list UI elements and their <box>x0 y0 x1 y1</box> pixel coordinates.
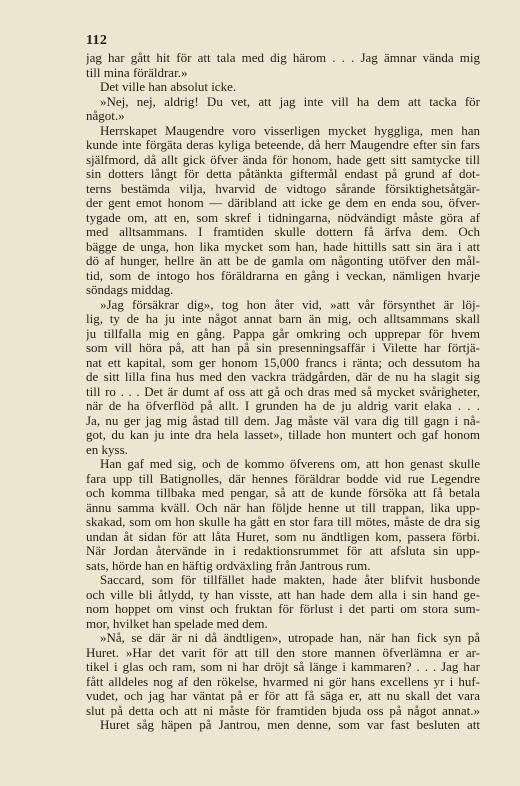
text-line: skakad, som om hon skulle ha gått en stor fara till mötes, måste de dra sig <box>86 515 480 529</box>
text-line: sats, hörde han en häftig ordväxling från Jantrous rum. <box>86 558 371 573</box>
text-line: de sitt lilla fina hus med den vackra trädgården, där de nu ha slagit sig <box>86 370 480 384</box>
text-line: »Nå, se där är ni då ändtligen», utropade han, när han fick syn på <box>100 631 480 645</box>
text-line: »Nej, nej, aldrig! Du vet, att jag inte vill ha dem att tacka för <box>100 94 480 109</box>
text-line: nom hoppet om vinst och fruktan för förlust i det parti om stora sum- <box>86 602 480 616</box>
body-text <box>86 51 480 733</box>
text-line: Huret. »Har det varit för att till den store mannen öfverlämna er ar- <box>86 645 480 660</box>
text-line: och ville bli åtlydd, ty han visste, att han hade dem alla i sin hand ge- <box>86 587 480 602</box>
text-line: till ro . . . Det är dumt af oss att gå och dras med så mycket svårigheter, <box>86 384 480 399</box>
text-line: som vill höra på, att han på sin presenningsaffär i Vilette har förtjä- <box>86 341 480 355</box>
text-line: der gent emot honom — däribland att icke ge dem en enda sou, öfver- <box>86 196 480 210</box>
text-line: Herrskapet Maugendre voro visserligen mycket hyggliga, men han <box>100 123 480 138</box>
text-line: jag har gått hit för att tala med dig härom . . . Jag ämnar vända mig <box>86 51 480 65</box>
text-line: söndags middag. <box>86 283 174 297</box>
text-line: tid, som de intogo hos föräldrarna en gång i veckan, nämligen hvarje <box>86 268 480 283</box>
text-line: Huret såg häpen på Jantrou, men denne, som var fast besluten att <box>100 718 480 732</box>
text-line: lig, ty de ha ju inte något annat barn än mig, och alltsammans skall <box>86 312 480 326</box>
text-line: slut på detta och att ni måste för framtiden bjuda oss på något annat.» <box>86 703 480 718</box>
text-line: ännu samma kväll. Och när han följde henne ut till trappan, lika upp- <box>86 500 480 515</box>
text-line: till mina föräldrar.» <box>86 65 188 80</box>
text-line: ju tillfalla mig en gång. Pappa går omkring och upprepar för hvem <box>86 326 480 341</box>
text-line: med alltsammans. I framtiden skulle dottern få ärfva dem. Och <box>86 225 480 239</box>
text-line: dö af hunger, hellre än att be de gamla om någonting utöfver den mål- <box>86 254 480 268</box>
text-line: tygade om, att en, som skref i tidningarna, nödvändigt måste göra af <box>86 210 480 225</box>
text-line: När Jordan återvände in i redaktionsrummet för att afsluta sin upp- <box>86 544 480 558</box>
text-line: Han gaf med sig, och de kommo öfverens om, att hon genast skulle <box>100 457 480 471</box>
text-line: fått alldeles nog af den rökelse, hvarmed ni gör hans excellens yr i huf- <box>86 674 480 689</box>
text-line: en kyss. <box>86 442 128 457</box>
text-line: nat ett kapital, som ger honom 15,000 francs i ränta; och dessutom ha <box>86 355 480 370</box>
text-line: mor, hvilket han spelade med dem. <box>86 616 268 631</box>
text-line: något.» <box>86 109 125 123</box>
text-line: Ja, nu ger jag mig åstad till dem. Jag måste väl vara dig till gagn i nå- <box>86 413 480 428</box>
text-line: kunde inte förgäta deras kyliga beteende, då herr Maugendre efter sin fars <box>86 138 480 152</box>
text-line: och komma tillbaka med pengar, så att de kunde försöka att få betala <box>86 486 480 500</box>
text-line: Saccard, som för tillfället hade makten, hade åter blifvit husbonde <box>100 573 480 587</box>
text-line: själfmord, då allt gick öfver ända för honom, hade gett sitt samtycke till <box>86 152 480 167</box>
text-line: Det ville han absolut icke. <box>100 80 237 94</box>
text-line: vudet, och jag har väntat på er för att få säga er, att nu skall det vara <box>86 689 480 703</box>
page-number: 112 <box>86 33 108 48</box>
text-line: fara upp till Batignolles, där hennes föräldrar bodde vid rue Legendre <box>86 471 480 486</box>
text-line: got, du kan ju inte dra hela lasset», tillade hon muntert och gaf honom <box>86 428 480 442</box>
text-line: när de ha öfverflöd på allt. I grunden ha de ju aldrig varit elaka . . . <box>86 399 480 413</box>
text-line: terns bestämda vilja, hvarvid de vidtogo sårande försiktighetsåtgär- <box>86 181 480 196</box>
text-line: »Jag försäkrar dig», tog hon åter vid, »att vår försynthet är löj- <box>100 297 480 312</box>
text-line: tikel i glas och ram, som ni har dröjt så länge i kammaren? . . . Jag har <box>86 660 480 674</box>
text-line: undan åt sidan för att låta Huret, som nu ändtligen kom, passera förbi. <box>86 529 480 544</box>
text-line: bägge de unga, hon lika mycket som han, hade hittills satt sin ära i att <box>86 239 480 254</box>
text-line: sin dotters långt för detta påtänkta giftermål endast på grund af dot- <box>86 167 480 181</box>
